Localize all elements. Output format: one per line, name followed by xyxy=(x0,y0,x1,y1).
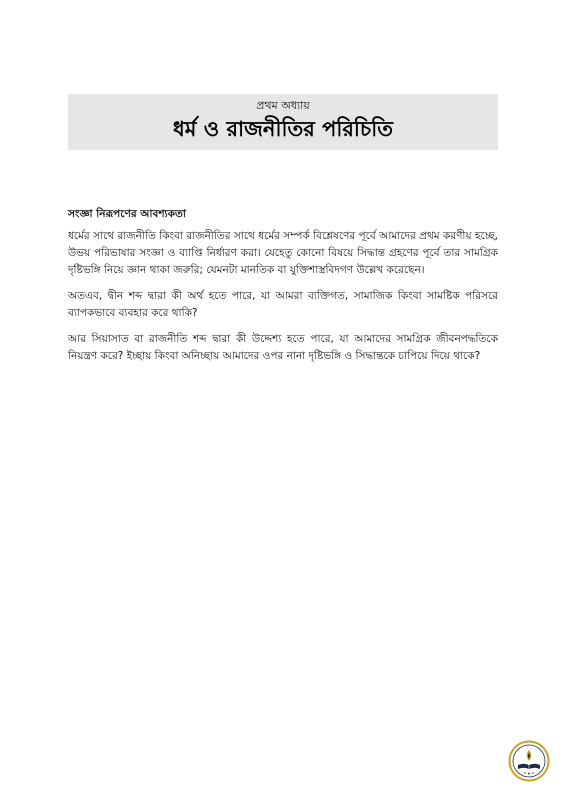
publisher-seal-graphic xyxy=(508,740,550,782)
chapter-title: ধর্ম ও রাজনীতির পরিচিতি xyxy=(172,117,394,141)
chapter-body xyxy=(68,207,498,374)
chapter-label: প্রথম অধ্যায় xyxy=(256,99,310,112)
paragraph-1: ধর্মের সাথে রাজনীতি কিংবা রাজনীতির সাথে ধর্মের সম্পর্ক বিশ্লেষণের পূর্বে আমাদের প্রথম করণীয় হচ্ছে, উভয় পরিভাষার সংজ্ঞা ও ব্যাপ্তি নির্ধারণ করা। যেহেতু কোনো বিষয়ে সিদ্ধান্ত গ্রহণের পূর্বে তার সামগ্রিক দৃষ্টিভঙ্গি নিয়ে জ্ঞান থাকা জরুরি; যেমনটা মানতিক বা যুক্তিশাস্ত্রবিদগণ উল্লেখ করেছেন। xyxy=(68,230,498,276)
chapter-header xyxy=(68,94,498,150)
paragraph-2: অতএব, দ্বীন শব্দ দ্বারা কী অর্থ হতে পারে, যা আমরা ব্যক্তিগত, সামাজিক কিংবা সামষ্টিক পরিসরে ব্যাপকভাবে ব্যবহার করে থাকি? xyxy=(68,290,498,319)
paragraph-3: আর সিয়াসাত বা রাজনীতি শব্দ দ্বারা কী উদ্দেশ্য হতে পারে, যা আমাদের সামগ্রিক জীবনপদ্ধতিকে নিয়ন্ত্রণ করে? ইচ্ছায় কিংবা অনিচ্ছায় আমাদের ওপর নানা দৃষ্টিভঙ্গি ও সিদ্ধান্তকে চাপিয়ে দিয়ে থাকে? xyxy=(68,333,498,362)
publisher-seal-icon xyxy=(508,740,550,782)
section-heading: সংজ্ঞা নিরূপণের আবশ্যকতা xyxy=(68,208,186,220)
